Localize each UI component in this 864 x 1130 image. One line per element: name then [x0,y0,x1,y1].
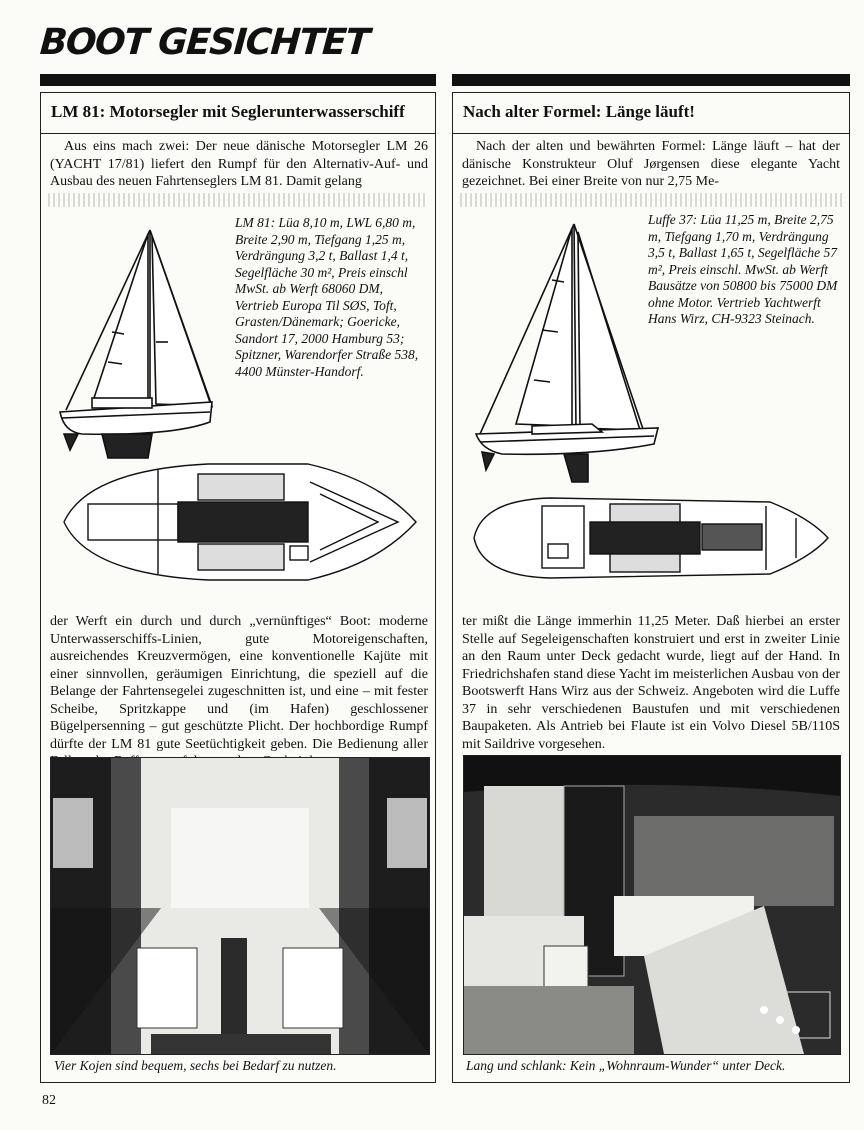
right-photo-caption: Lang und schlank: Kein „Wohnraum-Wunder“ unter Deck. [466,1058,786,1073]
section-title: BOOT GESICHTET [38,22,370,63]
page-number: 82 [42,1093,56,1108]
header-bar-left [40,74,436,86]
right-intro-text: Nach der alten und bewährten Formel: Länge läuft – hat der dänische Konstrukteur Oluf Jørgensen diese elegante Yacht gezeichnet. Bei einer Breite von nur 2,75 Me- [462,139,840,189]
left-intro-text: Aus eins mach zwei: Der neue dänische Motorsegler LM 26 (YACHT 17/81) liefert den Rumpf für den Alternativ-Auf- und Ausbau des neuen Fahrtenseglers LM 81. Damit gelang [50,139,428,189]
luffe37-sail-plan-drawing [472,220,668,486]
left-article-title: LM 81: Motorsegler mit Seglerunterwasserschiff [51,102,405,121]
luffe37-deck-layout-drawing [470,494,832,584]
lm81-deck-layout-drawing [58,460,420,584]
right-article-title: Nach alter Formel: Länge läuft! [463,102,695,121]
left-specs: LM 81: Lüa 8,10 m, LWL 6,80 m, Breite 2,90 m, Tiefgang 1,25 m, Verdrängung 3,2 t, Ballast 1,4 t, Segelfläche 30 m², Preis einschl MwSt. ab Werft 68060 DM, Vertrieb Europa Til SØS, Toft, Grasten/Dänemark; Goericke, Sandort 17, 2000 Hamburg 53; Spitzner, Warendorfer Straße 538, 4400 Münster-Handorf. [235,215,419,379]
header-bar-right [452,74,850,86]
left-photo-caption: Vier Kojen sind bequem, sechs bei Bedarf zu nutzen. [54,1058,337,1073]
lm81-interior-photo [50,757,430,1055]
print-texture [48,193,428,207]
luffe37-interior-photo [463,755,841,1055]
right-specs: Luffe 37: Lüa 11,25 m, Breite 2,75 m, Tiefgang 1,70 m, Verdrängung 3,5 t, Ballast 1,65 t, Segelfläche 57 m², Preis einschl. MwSt. ab Werft Bausätze von 50800 bis 75000 DM ohne Motor. Vertrieb Yachtwerft Hans Wirz, CH-9323 Steinach. [648,212,838,326]
print-texture [460,193,842,207]
title-rule [41,133,435,134]
right-body-text: ter mißt die Länge immerhin 11,25 Meter. Daß hierbei an erster Stelle auf Segeleigenschaften konstruiert und erst in zweiter Linie an den Raum unter Deck gedacht wurde, liegt auf der Hand. In Friedrichshafen stand diese Yacht im meisterlichen Ausbau von der Bootswerft Hans Wirz aus der Schweiz. Angeboten wird die Luffe 37 in sehr verschiedenen Baustufen und mit verschiedenen Baupaketen. Als Antrieb bei Flaute ist ein Volvo Diesel 5B/110S mit Saildrive vorgesehen. [462,614,840,752]
lm81-sail-plan-drawing [52,222,232,462]
title-rule [453,133,849,134]
left-body-text: der Werft ein durch und durch „vernünftiges“ Boot: moderne Unterwasserschiffs-Linien, gute Motoreigenschaften, ausreichendes Kreuzvermögen, eine konventionelle Kajüte mit einer sinnvollen, geräumigen Einrichtung, die speziell auf die Belange der Fahrtensegelei zugeschnitten ist, und eine – mit fester Scheibe, Spritzkappe und (im Hafen) geschlossener Bügelpersenning – gut geschützte Plicht. Der hochbordige Rumpf dürfte der LM 81 gute Seetüchtigkeit geben. Die Bedienung aller [50,614,428,752]
